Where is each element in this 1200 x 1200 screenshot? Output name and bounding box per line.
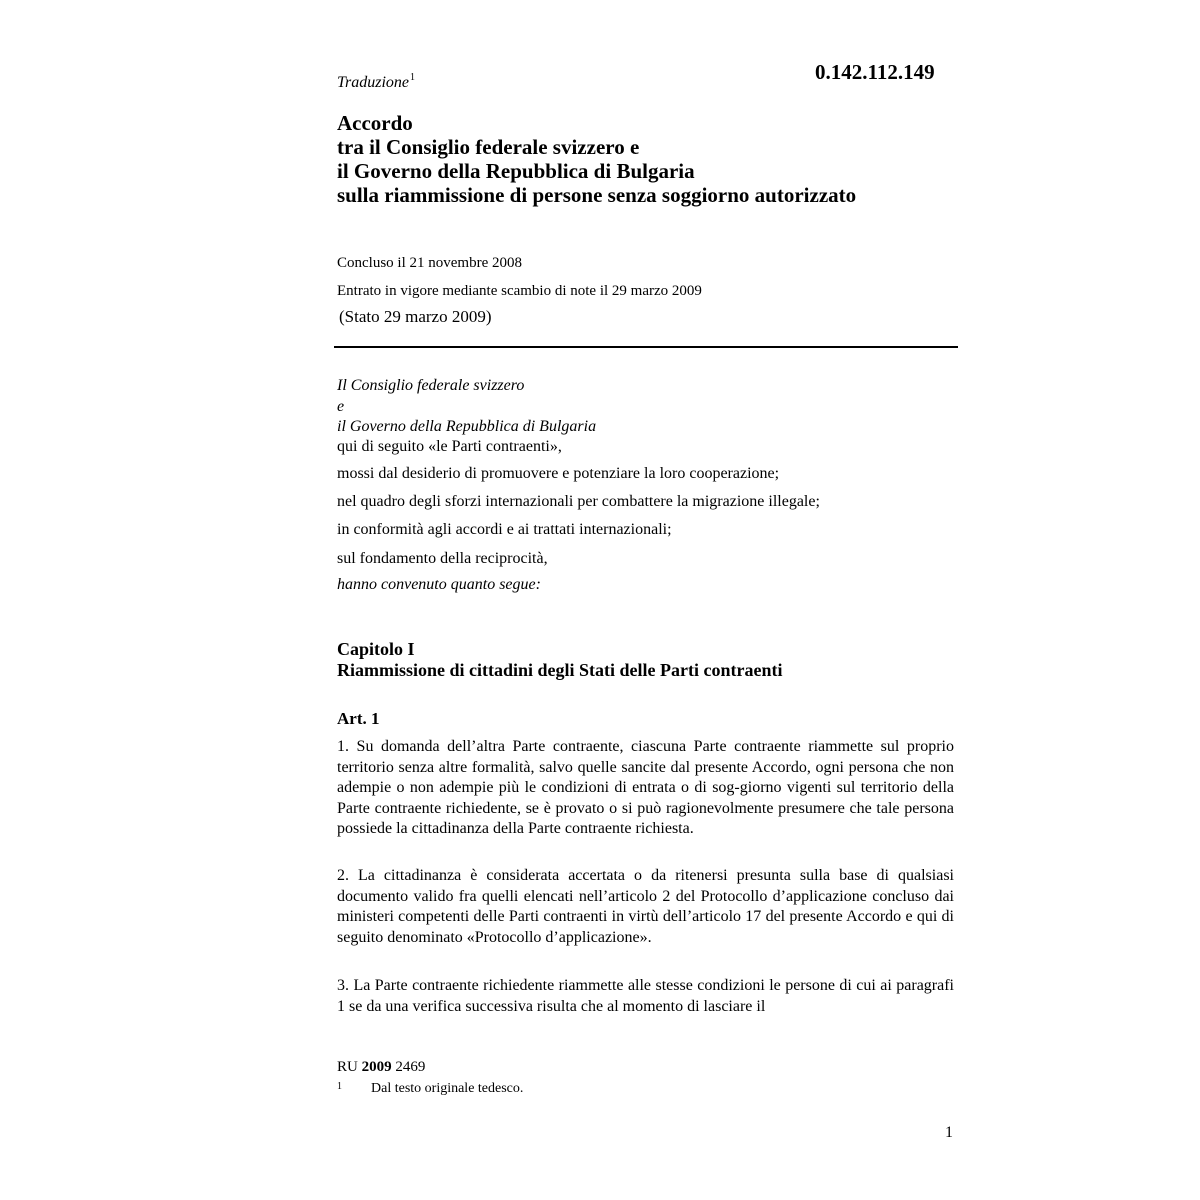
preamble-line: sul fondamento della reciprocità, (337, 550, 548, 567)
translation-text: Traduzione (337, 74, 410, 91)
official-collection-reference (337, 1059, 425, 1076)
chapter-number: Capitolo I (337, 639, 415, 659)
preamble-closing: hanno convenuto quanto segue: (337, 576, 541, 593)
concluded-date: Concluso il 21 novembre 2008 (337, 255, 522, 271)
document-title (337, 111, 856, 207)
article-paragraph: 2. La cittadinanza è considerata accertata o da ritenersi presunta sulla base di qualsiasi documento valido fra quelli elencati nell’articolo 2 del Protocollo d’applicazione concluso dai ministeri competenti delle Parti contraenti in virtù dell’articolo 17 del presente Accordo e qui di seguito denominato «Protocollo d’applicazione». (337, 867, 954, 946)
title-line: sulla riammissione di persone senza soggiorno autorizzato (337, 183, 857, 207)
footnote-text: Dal testo originale tedesco. (371, 1081, 524, 1096)
title-line: tra il Consiglio federale svizzero e (337, 135, 640, 159)
title-line: Accordo (337, 111, 413, 135)
preamble-line: in conformità agli accordi e ai trattati internazionali; (337, 521, 672, 538)
footnote-mark: 1 (337, 1081, 342, 1092)
page-number: 1 (945, 1124, 953, 1141)
sr-number: 0.142.112.149 (815, 60, 935, 84)
preamble-line: qui di seguito «le Parti contraenti», (337, 438, 562, 455)
preamble-line: nel quadro degli sforzi internazionali per combattere la migrazione illegale; (337, 493, 820, 510)
preamble-party: Il Consiglio federale svizzero (337, 377, 525, 394)
horizontal-rule (334, 346, 958, 348)
article-paragraph: 3. La Parte contraente richiedente riammette alle stesse condizioni le persone di cui ai paragrafi 1 se da una verifica successiva risulta che al momento di lasciare il (337, 977, 954, 1015)
chapter-heading (337, 639, 782, 681)
article-paragraph: 1. Su domanda dell’altra Parte contraente, ciascuna Parte contraente riammette sul proprio territorio senza altre formalità, salvo quelle sancite dal presente Accordo, ogni persona che non adempie o non adempie più le condizioni di entrata o di sog-giorno vigenti sul territorio della Parte contraente richiedente, se è provato o si può ragionevolmente presumere che tale persona possiede la cittadinanza della Parte contraente richiesta. (337, 738, 954, 837)
footnote-reference: 1 (410, 72, 416, 83)
status-date: (Stato 29 marzo 2009) (339, 307, 492, 326)
chapter-title: Riammissione di cittadini degli Stati delle Parti contraenti (337, 660, 783, 680)
title-line: il Governo della Repubblica di Bulgaria (337, 159, 695, 183)
preamble-party: e (337, 398, 345, 415)
preamble-line: mossi dal desiderio di promuovere e potenziare la loro cooperazione; (337, 465, 780, 482)
ru-year: 2009 (361, 1059, 392, 1075)
ru-prefix: RU (337, 1059, 358, 1075)
translation-label (337, 74, 415, 92)
ru-page: 2469 (395, 1059, 426, 1075)
footnote (337, 1081, 523, 1097)
preamble-party: il Governo della Repubblica di Bulgaria (337, 418, 597, 435)
article-heading: Art. 1 (337, 709, 380, 728)
entry-into-force: Entrato in vigore mediante scambio di note il 29 marzo 2009 (337, 283, 702, 299)
